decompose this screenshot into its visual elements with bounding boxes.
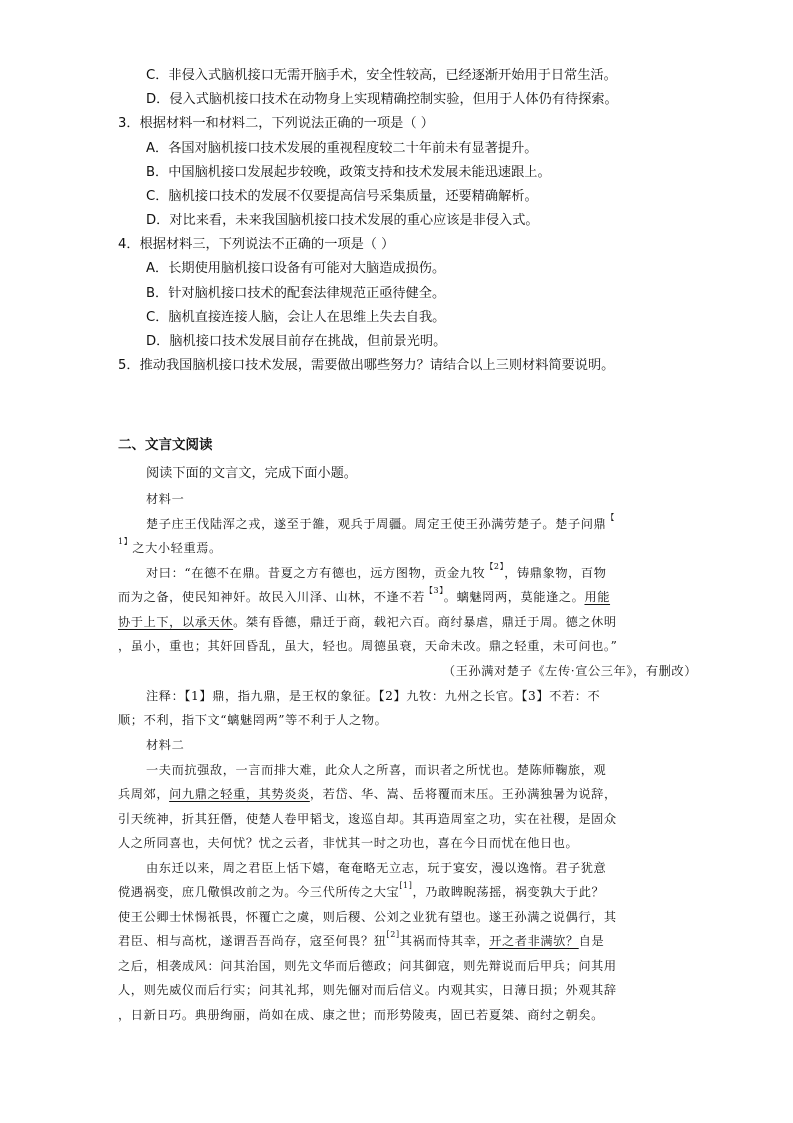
option-2d: D．侵入式脑机接口技术在动物身上实现精确控制实验，但用于人体仍有待探索。 xyxy=(146,92,618,107)
material-1-line: 而为之备，使民知神奸。故民入川泽、山林，不逢不若$^{【3】}$。螭魅罔两，莫能逢之。用能 xyxy=(118,586,611,604)
option-3b: B．中国脑机接口发展起步较晚，政策支持和技术发展未能迅速跟上。 xyxy=(146,165,551,180)
option-4a: A．长期使用脑机接口设备有可能对大脑造成损伤。 xyxy=(146,261,446,276)
material-1-label: 材料一 xyxy=(146,492,185,506)
question-5: 5．推动我国脑机接口技术发展，需要做出哪些努力？请结合以上三则材料简要说明。 xyxy=(118,358,615,373)
option-3c: C．脑机接口技术的发展不仅要提高信号采集质量，还要精确解析。 xyxy=(146,189,538,204)
notes-line: 注释：【1】鼎，指九鼎，是王权的象征。【2】九牧：九州之长官。【3】不若：不 xyxy=(146,689,601,703)
option-3d: D．对比来看，未来我国脑机接口技术发展的重心应该是非侵入式。 xyxy=(146,213,539,228)
material-1-line: 对曰：“在德不在鼎。昔夏之方有德也，远方图物，贡金九牧$^{【2】}$，铸鼎象物，百物 xyxy=(146,562,607,580)
instruction: 阅读下面的文言文，完成下面小题。 xyxy=(146,466,357,481)
material-2-label: 材料二 xyxy=(146,738,185,752)
material-2-line: 引天统神，折其狂僭，使楚人卷甲韬戈，逡巡自却。其再造周室之功，实在社稷，是固众 xyxy=(118,812,617,826)
notes-line: 顺；不利，指下文“螭魅罔两”等不利于人之物。 xyxy=(118,713,388,727)
option-3a: A．各国对脑机接口技术发展的重视程度较二十年前未有显著提升。 xyxy=(146,141,538,156)
material-2-line: ，日新日巧。典册绚丽，尚如在成、康之世；而形势陵夷，固已若夏桀、商纣之朝矣。 xyxy=(118,1008,604,1022)
material-1-line: $^{1】}$之大小轻重焉。 xyxy=(118,537,222,555)
underlined-phrase: 开之者非满欤？ xyxy=(489,934,579,948)
material-2-line: 之后，相袭成风：问其治国，则先文华而后德政；问其御寇，则先辩说而后甲兵；问其用 xyxy=(118,959,617,973)
material-2-line: 使王公卿士怵惕祇畏，怀覆亡之虞，则后稷、公刘之业犹有望也。遂王孙满之说偶行，其 xyxy=(118,910,617,924)
material-1-line: 协于上下，以承天休。桀有昏德，鼎迁于商，载祀六百。商纣暴虐，鼎迁于周。德之休明 xyxy=(118,615,617,629)
material-2-line: 傥遇祸变，庶几儆惧改前之为。今三代所传之大宝[1]，乃敢睥睨荡摇，祸变孰大于此？ xyxy=(118,881,605,899)
material-2-line: 人，则先威仪而后行实；问其礼邦，则先俪对而后信义。内观其实，日薄日损；外观其辞 xyxy=(118,983,617,997)
material-1-line: ，虽小，重也；其奸回昏乱，虽大，轻也。周德虽衰，天命未改。鼎之轻重，未可问也。” xyxy=(118,639,618,653)
material-2-line: 君臣、相与高枕，遂谓吾吾尚存，寇至何畏？狃[2]其祸而恃其幸，开之者非满欤？自是 xyxy=(118,930,605,948)
question-4: 4．根据材料三，下列说法不正确的一项是（ ） xyxy=(118,237,395,252)
material-1-source: （王孙满对楚子《左传·宣公三年》，有删改） xyxy=(442,664,697,678)
material-2-line: 人之所同喜也，夫何忧？忧之云者，非忧其一时之功也，喜在今日而忧在他日也。 xyxy=(118,836,579,850)
underlined-phrase: 用能 xyxy=(584,590,611,604)
material-2-line: 兵周郊，问九鼎之轻重，其势炎炎，若岱、华、嵩、岳将覆而末压。王孙满独暑为说辞， xyxy=(118,787,617,801)
option-2c: C．非侵入式脑机接口无需开脑手术，安全性较高，已经逐渐开始用于日常生活。 xyxy=(146,68,617,83)
material-2-line: 一夫而抗强敌，一言而排大难，此众人之所喜，而识者之所忧也。楚陈师鞠旅，观 xyxy=(146,763,607,777)
option-4b: B．针对脑机接口技术的配套法律规范正亟待健全。 xyxy=(146,286,446,301)
material-1-line: 楚子庄王伐陆浑之戎，遂至于雒，观兵于周疆。周定王使王孙满劳楚子。楚子问鼎【 xyxy=(146,513,615,531)
section-title: 二、文言文阅读 xyxy=(118,437,213,453)
underlined-phrase: 问九鼎之轻重，其势炎炎 xyxy=(169,787,310,801)
question-3: 3．根据材料一和材料二，下列说法正确的一项是（ ） xyxy=(118,116,434,131)
option-4c: C．脑机直接连接人脑，会让人在思维上失去自我。 xyxy=(146,310,446,325)
underlined-phrase: 协于上下，以承天休 xyxy=(118,615,234,629)
option-4d: D．脑机接口技术发展目前存在挑战，但前景光明。 xyxy=(146,334,447,349)
material-2-line: 由东迁以来，周之君臣上恬下嬉，奄奄略无立志，玩于宴安，漫以逸惰。君子犹意 xyxy=(146,861,607,875)
